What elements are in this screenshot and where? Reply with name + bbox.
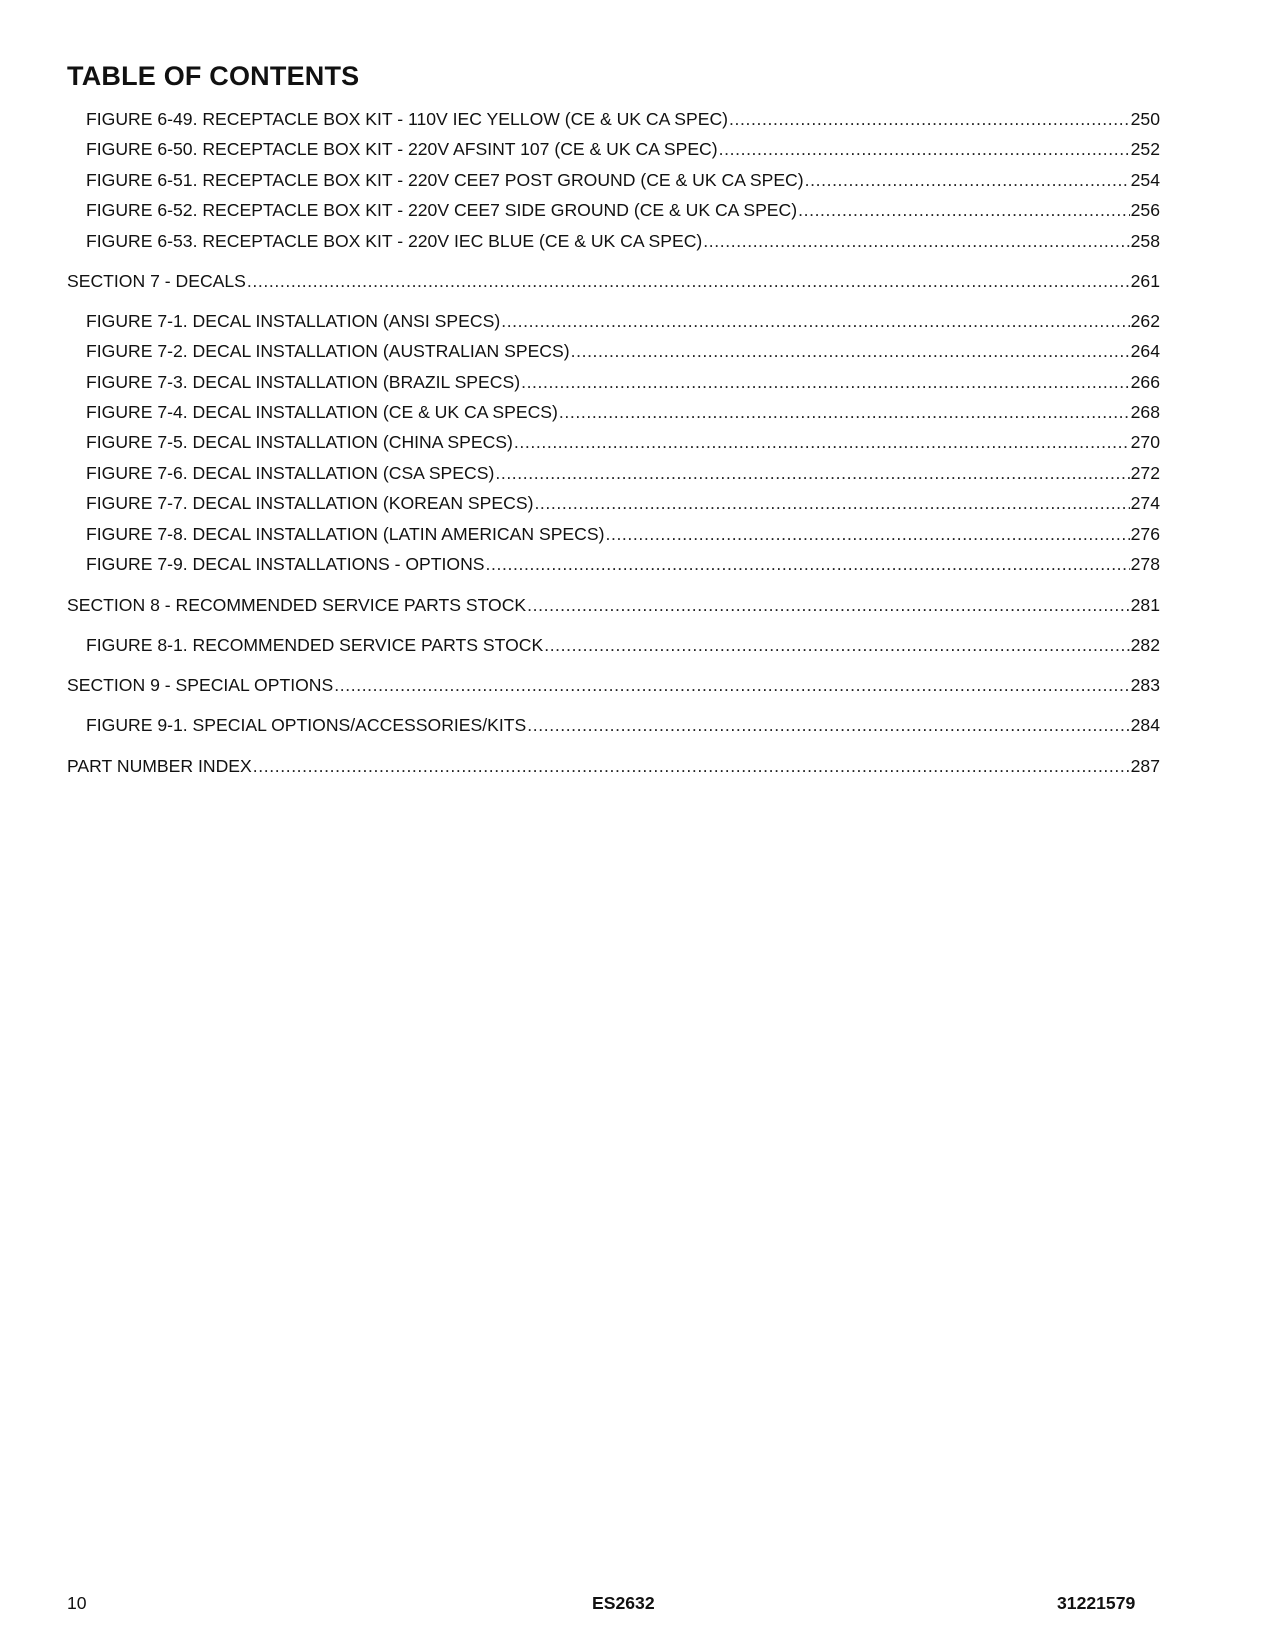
toc-entry-figure-7-5[interactable] bbox=[86, 431, 1160, 453]
toc-entry-section-7[interactable] bbox=[67, 270, 1160, 292]
toc-entry-label: SECTION 7 - DECALS bbox=[67, 271, 246, 291]
toc-entry-figure-6-50[interactable] bbox=[86, 138, 1160, 160]
toc-entry-page: 250 bbox=[1130, 109, 1160, 129]
toc-entry-page: 266 bbox=[1130, 372, 1160, 392]
toc-entry-label: SECTION 9 - SPECIAL OPTIONS bbox=[67, 675, 334, 695]
toc-entry-figure-6-53[interactable] bbox=[86, 230, 1160, 252]
dot-leader bbox=[514, 431, 1130, 453]
toc-entry-label: FIGURE 9-1. SPECIAL OPTIONS/ACCESSORIES/KITS bbox=[86, 715, 527, 735]
toc-entry-label: SECTION 8 - RECOMMENDED SERVICE PARTS STOCK bbox=[67, 595, 527, 615]
toc-entry-figure-8-1[interactable] bbox=[86, 634, 1160, 656]
toc-entry-page: 268 bbox=[1130, 402, 1160, 422]
toc-entry-page: 254 bbox=[1130, 170, 1160, 190]
toc-entry-page: 281 bbox=[1130, 595, 1160, 615]
toc-entry-label: FIGURE 8-1. RECOMMENDED SERVICE PARTS STOCK bbox=[86, 635, 544, 655]
footer-page-number: 10 bbox=[67, 1593, 87, 1613]
toc-entry-figure-7-1[interactable] bbox=[86, 310, 1160, 332]
toc-entry-section-9[interactable] bbox=[67, 674, 1160, 696]
dot-leader bbox=[527, 714, 1129, 736]
dot-leader bbox=[605, 523, 1129, 545]
toc-entry-part-number-index[interactable] bbox=[67, 755, 1160, 777]
toc-entry-page: 256 bbox=[1130, 200, 1160, 220]
toc-entry-figure-7-9[interactable] bbox=[86, 553, 1160, 575]
toc-entry-label: FIGURE 7-5. DECAL INSTALLATION (CHINA SPECS) bbox=[86, 432, 513, 452]
toc-entry-page: 282 bbox=[1130, 635, 1160, 655]
toc-entry-label: FIGURE 7-8. DECAL INSTALLATION (LATIN AMERICAN SPECS) bbox=[86, 524, 605, 544]
toc-entry-figure-7-6[interactable] bbox=[86, 462, 1160, 484]
dot-leader bbox=[501, 310, 1129, 332]
toc-entry-page: 278 bbox=[1130, 554, 1160, 574]
dot-leader bbox=[559, 401, 1130, 423]
toc-entry-figure-7-3[interactable] bbox=[86, 371, 1160, 393]
toc-entry-page: 276 bbox=[1130, 524, 1160, 544]
toc-entry-page: 258 bbox=[1130, 231, 1160, 251]
dot-leader bbox=[805, 169, 1130, 191]
toc-entry-page: 252 bbox=[1130, 139, 1160, 159]
dot-leader bbox=[534, 492, 1129, 514]
toc-entry-label: PART NUMBER INDEX bbox=[67, 756, 252, 776]
toc-entry-figure-7-8[interactable] bbox=[86, 523, 1160, 545]
toc-entry-figure-7-4[interactable] bbox=[86, 401, 1160, 423]
dot-leader bbox=[247, 270, 1130, 292]
toc-entry-label: FIGURE 6-50. RECEPTACLE BOX KIT - 220V AFSINT 107 (CE & UK CA SPEC) bbox=[86, 139, 718, 159]
toc-entry-label: FIGURE 7-6. DECAL INSTALLATION (CSA SPECS) bbox=[86, 463, 495, 483]
dot-leader bbox=[703, 230, 1129, 252]
dot-leader bbox=[719, 138, 1130, 160]
toc-entry-page: 274 bbox=[1130, 493, 1160, 513]
toc-entry-label: FIGURE 6-53. RECEPTACLE BOX KIT - 220V IEC BLUE (CE & UK CA SPEC) bbox=[86, 231, 703, 251]
footer-doc-number: 31221579 bbox=[1057, 1593, 1136, 1613]
toc-entry-label: FIGURE 6-51. RECEPTACLE BOX KIT - 220V CEE7 POST GROUND (CE & UK CA SPEC) bbox=[86, 170, 804, 190]
dot-leader bbox=[334, 674, 1129, 696]
toc-entry-label: FIGURE 7-7. DECAL INSTALLATION (KOREAN SPECS) bbox=[86, 493, 534, 513]
toc-entry-label: FIGURE 7-3. DECAL INSTALLATION (BRAZIL SPECS) bbox=[86, 372, 521, 392]
toc-entry-page: 283 bbox=[1130, 675, 1160, 695]
toc-entry-page: 270 bbox=[1130, 432, 1160, 452]
footer-model: ES2632 bbox=[592, 1593, 655, 1613]
toc-entry-page: 272 bbox=[1130, 463, 1160, 483]
toc-entry-page: 264 bbox=[1130, 341, 1160, 361]
toc-entry-figure-6-49[interactable] bbox=[86, 108, 1160, 130]
dot-leader bbox=[521, 371, 1130, 393]
toc-entry-label: FIGURE 7-4. DECAL INSTALLATION (CE & UK CA SPECS) bbox=[86, 402, 558, 422]
toc-entry-page: 284 bbox=[1130, 715, 1160, 735]
toc-entry-page: 261 bbox=[1130, 271, 1160, 291]
dot-leader bbox=[253, 755, 1130, 777]
toc-entry-figure-9-1[interactable] bbox=[86, 714, 1160, 736]
dot-leader bbox=[495, 462, 1129, 484]
dot-leader bbox=[571, 340, 1130, 362]
toc-entry-figure-7-2[interactable] bbox=[86, 340, 1160, 362]
toc-entry-figure-6-52[interactable] bbox=[86, 199, 1160, 221]
toc-entry-label: FIGURE 7-9. DECAL INSTALLATIONS - OPTIONS bbox=[86, 554, 485, 574]
toc-entry-label: FIGURE 7-2. DECAL INSTALLATION (AUSTRALIAN SPECS) bbox=[86, 341, 570, 361]
dot-leader bbox=[486, 553, 1130, 575]
toc-entry-label: FIGURE 6-52. RECEPTACLE BOX KIT - 220V CEE7 SIDE GROUND (CE & UK CA SPEC) bbox=[86, 200, 798, 220]
dot-leader bbox=[798, 199, 1130, 221]
dot-leader bbox=[527, 594, 1129, 616]
toc-entry-section-8[interactable] bbox=[67, 594, 1160, 616]
dot-leader bbox=[729, 108, 1130, 130]
toc-entry-label: FIGURE 7-1. DECAL INSTALLATION (ANSI SPECS) bbox=[86, 311, 501, 331]
dot-leader bbox=[544, 634, 1129, 656]
toc-entry-label: FIGURE 6-49. RECEPTACLE BOX KIT - 110V IEC YELLOW (CE & UK CA SPEC) bbox=[86, 109, 729, 129]
page-title: TABLE OF CONTENTS bbox=[67, 61, 360, 91]
toc-entry-page: 287 bbox=[1130, 756, 1160, 776]
toc-entry-page: 262 bbox=[1130, 311, 1160, 331]
toc-entry-figure-6-51[interactable] bbox=[86, 169, 1160, 191]
toc-entry-figure-7-7[interactable] bbox=[86, 492, 1160, 514]
